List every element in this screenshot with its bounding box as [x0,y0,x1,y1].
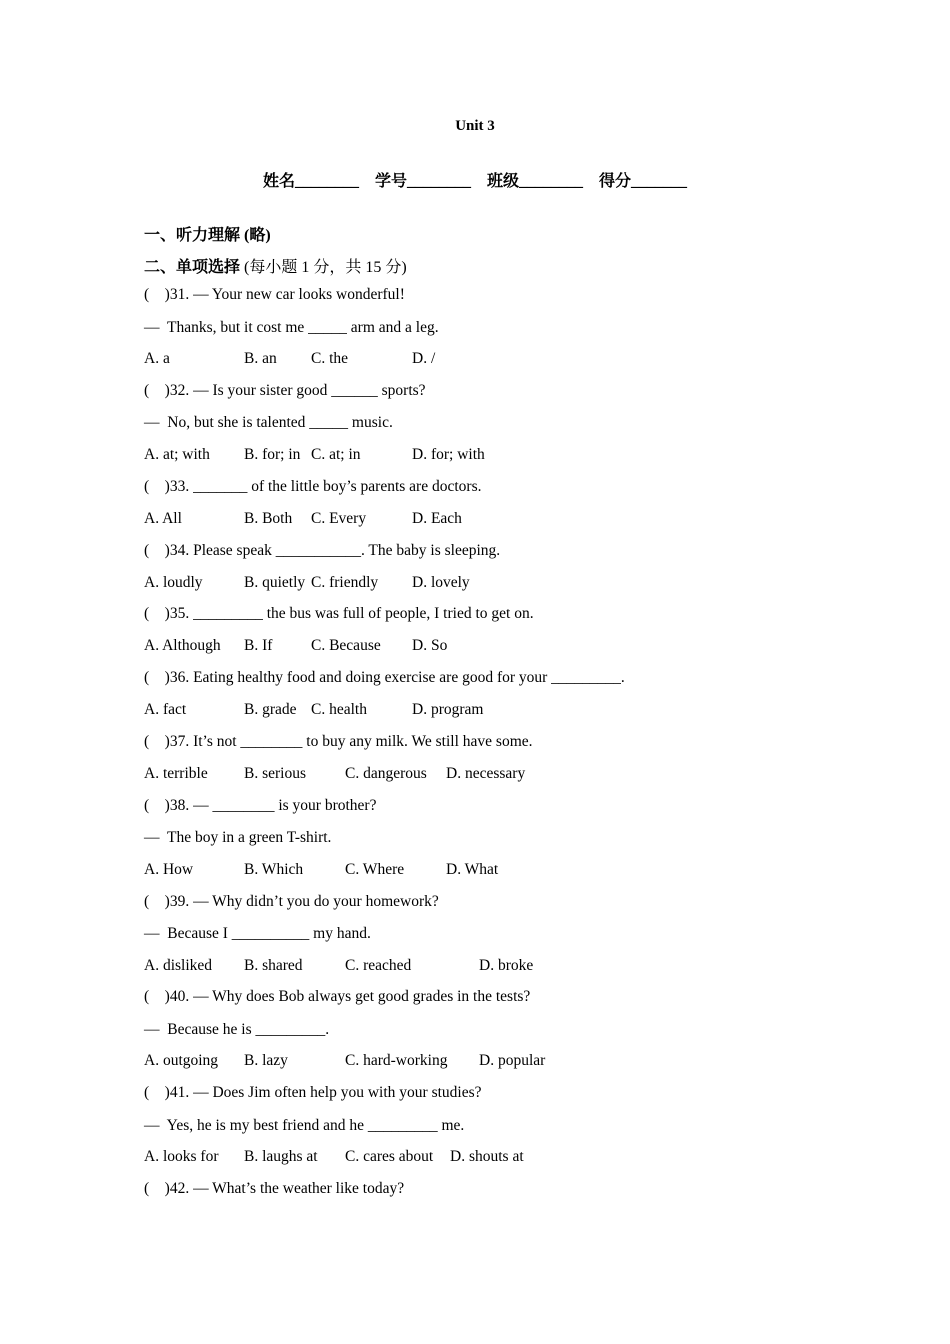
question-32-option-c: C. at; in [311,446,361,463]
question-31-reply: — Thanks, but it cost me _____ arm and a leg. [144,319,439,336]
question-38-reply: — The boy in a green T-shirt. [144,829,332,846]
question-33-option-c: C. Every [311,510,367,527]
class-field: 班级________ [487,173,584,190]
question-39-option-c: C. reached [345,957,412,974]
section-listening [144,222,271,245]
question-34-option-d: D. lovely [412,574,470,591]
question-41-option-b: B. laughs at [244,1148,318,1165]
question-32-reply: — No, but she is talented _____ music. [144,414,393,431]
question-41-option-a: A. looks for [144,1148,219,1165]
question-36-option-b: B. grade [244,701,297,718]
student-number-field: 学号________ [374,173,471,190]
question-36-option-a: A. fact [144,701,187,718]
question-31-option-a: A. a [144,350,170,367]
question-41-option-c: C. cares about [345,1148,434,1165]
question-40-option-b: B. lazy [244,1052,288,1069]
question-38-option-d: D. What [446,861,499,878]
question-39-reply: — Because I __________ my hand. [144,925,371,942]
question-31-option-c: C. the [311,350,349,367]
question-33-stem: ( )33. _______ of the little boy’s parents are doctors. [144,478,482,495]
question-32-option-d: D. for; with [412,446,485,463]
section-single-choice [144,254,407,277]
question-35-stem: ( )35. _________ the bus was full of people, I tried to get on. [144,605,534,622]
question-39-option-b: B. shared [244,957,303,974]
question-38-option-a: A. How [144,861,194,878]
question-41-stem: ( )41. — Does Jim often help you with your studies? [144,1084,482,1101]
question-33-option-d: D. Each [412,510,462,527]
question-35-option-b: B. If [244,637,273,654]
question-35-option-a: A. Although [144,637,221,654]
question-31-option-d: D. / [412,350,436,367]
question-32-option-a: A. at; with [144,446,210,463]
score-field: 得分_______ [599,173,688,190]
question-35-option-d: D. So [412,637,448,654]
question-41-option-d: D. shouts at [450,1148,524,1165]
name-field: 姓名________ [262,173,359,190]
question-41-reply: — Yes, he is my best friend and he _________ me. [144,1117,465,1134]
section-note: (每小题 1 分，共 15 分) [244,259,407,276]
question-42-stem: ( )42. — What’s the weather like today? [144,1180,405,1197]
question-35-option-c: C. Because [311,637,381,654]
question-36-stem: ( )36. Eating healthy food and doing exercise are good for your _________. [144,669,625,686]
question-39-stem: ( )39. — Why didn’t you do your homework? [144,893,439,910]
question-32-option-b: B. for; in [244,446,301,463]
question-34-option-a: A. loudly [144,574,203,591]
question-37-option-a: A. terrible [144,765,208,782]
section-title: 一、听力理解 [144,227,241,244]
question-40-option-a: A. outgoing [144,1052,219,1069]
question-34-option-c: C. friendly [311,574,379,591]
question-36-option-d: D. program [412,701,484,718]
page-title: Unit 3 [455,118,495,134]
student-info-line [0,168,950,191]
question-37-option-d: D. necessary [446,765,526,782]
question-37-option-c: C. dangerous [345,765,427,782]
question-40-reply: — Because he is _________. [144,1021,330,1038]
question-40-option-d: D. popular [479,1052,546,1069]
question-34-stem: ( )34. Please speak ___________. The baby is sleeping. [144,542,501,559]
question-36-option-c: C. health [311,701,367,718]
question-31-option-b: B. an [244,350,277,367]
question-38-option-b: B. Which [244,861,304,878]
section-title: 二、单项选择 [144,259,241,276]
question-38-option-c: C. Where [345,861,405,878]
question-40-stem: ( )40. — Why does Bob always get good grades in the tests? [144,988,531,1005]
question-38-stem: ( )38. — ________ is your brother? [144,797,377,814]
question-33-option-b: B. Both [244,510,293,527]
question-37-option-b: B. serious [244,765,306,782]
question-31-stem: ( )31. — Your new car looks wonderful! [144,286,405,303]
question-39-option-a: A. disliked [144,957,213,974]
section-note: (略) [244,227,271,244]
question-33-option-a: A. All [144,510,182,527]
question-37-stem: ( )37. It’s not ________ to buy any milk. We still have some. [144,733,533,750]
question-39-option-d: D. broke [479,957,534,974]
question-40-option-c: C. hard-working [345,1052,448,1069]
question-34-option-b: B. quietly [244,574,306,591]
question-32-stem: ( )32. — Is your sister good ______ sports? [144,382,426,399]
